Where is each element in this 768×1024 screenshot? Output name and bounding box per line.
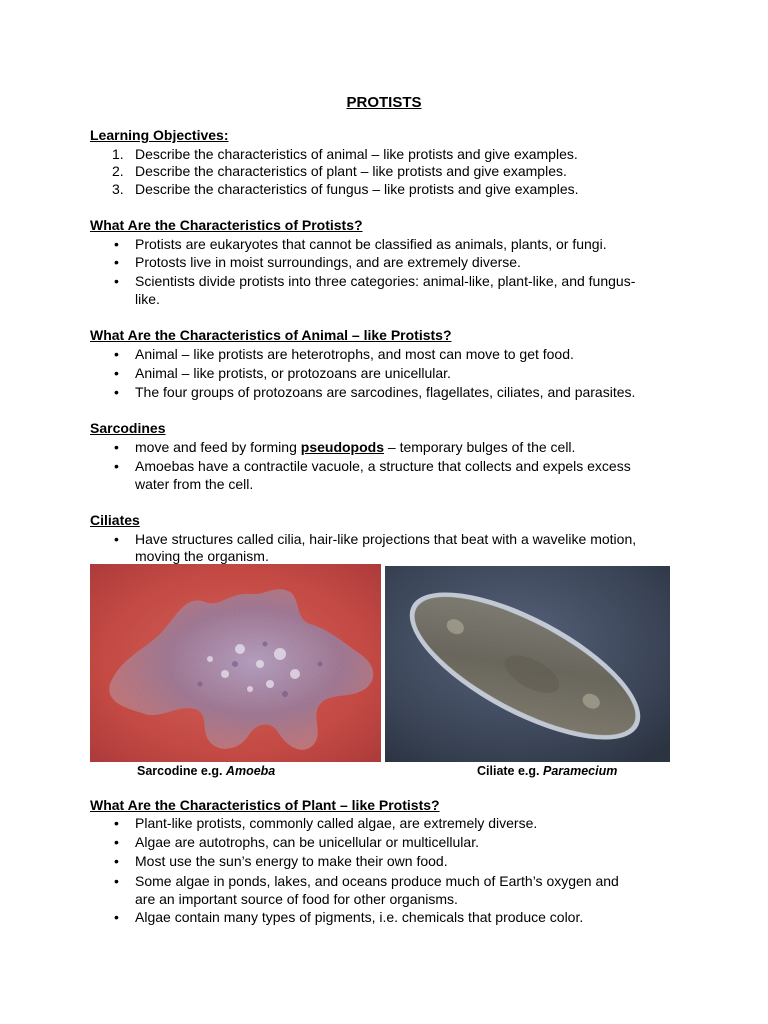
plant-heading: What Are the Characteristics of Plant – like Protists? — [90, 797, 440, 813]
bullet-text: Most use the sun’s energy to make their own food. — [135, 853, 448, 869]
page-title: PROTISTS — [346, 94, 422, 111]
objective-text: Describe the characteristics of fungus – like protists and give examples. — [135, 181, 579, 197]
bullet-text: Amoebas have a contractile vacuole, a structure that collects and expels excess — [135, 458, 631, 474]
bullet-dot: • — [114, 873, 119, 889]
caption-species: Paramecium — [543, 764, 618, 778]
sarcodines-heading: Sarcodines — [90, 420, 166, 436]
bullet-text — [135, 438, 575, 456]
bullet-text-post: – temporary bulges of the cell. — [384, 439, 576, 455]
bullet-text: Protists are eukaryotes that cannot be classified as animals, plants, or fungi. — [135, 236, 607, 252]
caption-species: Amoeba — [225, 764, 276, 778]
bullet-text: Animal – like protists, or protozoans are unicellular. — [135, 365, 451, 381]
bullet-text-pre: move and feed by forming — [135, 439, 301, 455]
caption-prefix: Ciliate e.g. — [477, 764, 543, 778]
bullet-dot: • — [114, 458, 119, 474]
bullet-dot: • — [114, 439, 119, 455]
paramecium-caption — [477, 763, 617, 779]
bullet-dot: • — [114, 815, 119, 831]
bullet-dot: • — [114, 853, 119, 869]
objective-text: Describe the characteristics of plant – like protists and give examples. — [135, 163, 567, 179]
bullet-dot: • — [114, 236, 119, 252]
bullet-dot: • — [114, 273, 119, 289]
amoeba-photo — [90, 564, 381, 762]
caption-prefix: Sarcodine e.g. — [137, 764, 226, 778]
objective-text: Describe the characteristics of animal – like protists and give examples. — [135, 146, 578, 162]
bullet-dot: • — [114, 909, 119, 925]
term-pseudopods: pseudopods — [300, 439, 384, 455]
objective-number: 2. — [112, 163, 124, 179]
bullet-text-continued: moving the organism. — [135, 548, 269, 564]
bullet-text: Plant-like protists, commonly called algae, are extremely diverse. — [135, 815, 538, 831]
bullet-text: Some algae in ponds, lakes, and oceans produce much of Earth’s oxygen and — [135, 873, 619, 889]
bullet-text-continued: like. — [135, 291, 160, 307]
bullet-dot: • — [114, 254, 119, 270]
bullet-text: Protosts live in moist surroundings, and are extremely diverse. — [135, 254, 521, 270]
protists-heading: What Are the Characteristics of Protists? — [90, 217, 363, 233]
bullet-dot: • — [114, 365, 119, 381]
bullet-dot: • — [114, 531, 119, 547]
bullet-text: Have structures called cilia, hair-like projections that beat with a wavelike motion, — [135, 531, 637, 547]
objective-number: 1. — [112, 146, 124, 162]
objectives-heading: Learning Objectives: — [90, 127, 229, 143]
objective-number: 3. — [112, 181, 124, 197]
paramecium-photo — [385, 566, 670, 762]
bullet-text: The four groups of protozoans are sarcodines, flagellates, ciliates, and parasites. — [135, 384, 636, 400]
animal-heading: What Are the Characteristics of Animal – like Protists? — [90, 327, 452, 343]
bullet-dot: • — [114, 384, 119, 400]
bullet-dot: • — [114, 834, 119, 850]
bullet-text: Scientists divide protists into three categories: animal-like, plant-like, and fungus- — [135, 273, 636, 289]
bullet-text: Animal – like protists are heterotrophs, and most can move to get food. — [135, 346, 574, 362]
ciliates-heading: Ciliates — [90, 512, 140, 528]
bullet-dot: • — [114, 346, 119, 362]
amoeba-caption — [137, 763, 275, 779]
bullet-text: Algae contain many types of pigments, i.e. chemicals that produce color. — [135, 909, 584, 925]
bullet-text-continued: are an important source of food for other organisms. — [135, 891, 458, 907]
bullet-text-continued: water from the cell. — [135, 476, 254, 492]
bullet-text: Algae are autotrophs, can be unicellular or multicellular. — [135, 834, 479, 850]
